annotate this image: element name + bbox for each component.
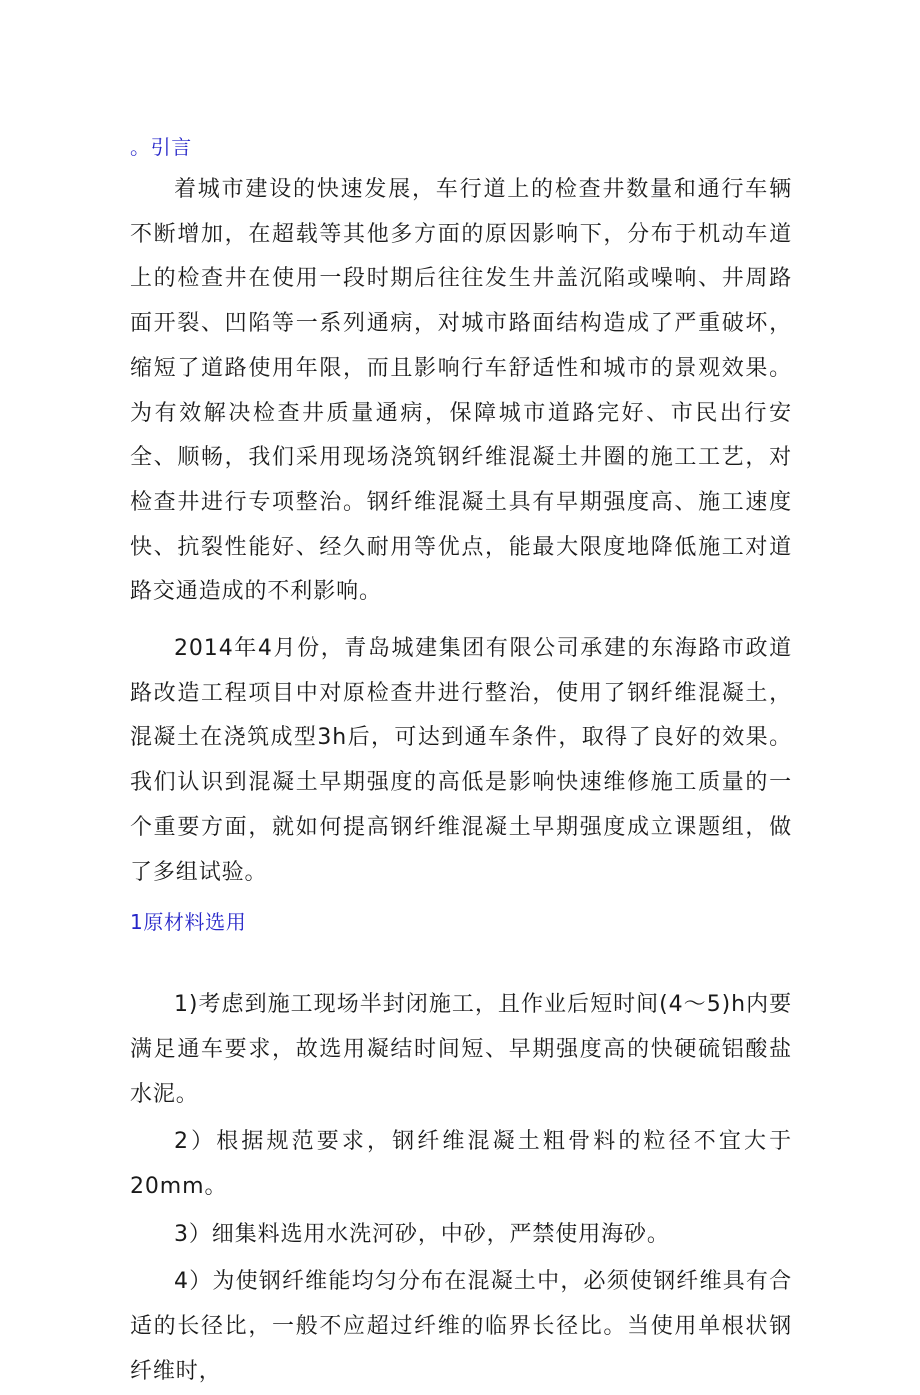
- list-item: 3）细集料选用水洗河砂，中砂，严禁使用海砂。: [174, 1221, 670, 1247]
- intro-heading: 。引言: [130, 135, 192, 159]
- list-item: 1)考虑到施工现场半封闭施工，且作业后短时间(4～5)h内要满足通车要求，故选用凝结时间短、早期强度高的快硬硫铝酸盐水泥。: [130, 992, 792, 1107]
- list-item: 4）为使钢纤维能均匀分布在混凝土中，必须使钢纤维具有合适的长径比，一般不应超过纤维的临界长径比。当使用单根状钢纤维时，: [130, 1269, 792, 1384]
- intro-paragraph-2: 2014年4月份，青岛城建集团有限公司承建的东海路市政道路改造工程项目中对原检查井进行整治，使用了钢纤维混凝土，混凝土在浇筑成型3h后，可达到通车条件，取得了良好的效果。我们认识到混凝土早期强度的高低是影响快速维修施工质量的一个重要方面，就如何提高钢纤维混凝土早期强度成立课题组，做了多组试验。: [130, 636, 792, 885]
- document-body: [130, 118, 792, 1395]
- list-item: 2）根据规范要求，钢纤维混凝土粗骨料的粒径不宜大于20mm。: [130, 1129, 792, 1200]
- section-heading-raw-materials: 1原材料选用: [130, 910, 247, 935]
- intro-paragraph-1: 着城市建设的快速发展，车行道上的检查井数量和通行车辆不断增加，在超载等其他多方面的原因影响下，分布于机动车道上的检查井在使用一段时期后往往发生井盖沉陷或噪响、井周路面开裂、凹陷等一系列通病，对城市路面结构造成了严重破坏，缩短了道路使用年限，而且影响行车舒适性和城市的景观效果。为有效解决检查井质量通病，保障城市道路完好、市民出行安全、顺畅，我们采用现场浇筑钢纤维混凝土井圈的施工工艺，对检查井进行专项整治。钢纤维混凝土具有早期强度高、施工速度快、抗裂性能好、经久耐用等优点，能最大限度地降低施工对道路交通造成的不利影响。: [130, 177, 792, 605]
